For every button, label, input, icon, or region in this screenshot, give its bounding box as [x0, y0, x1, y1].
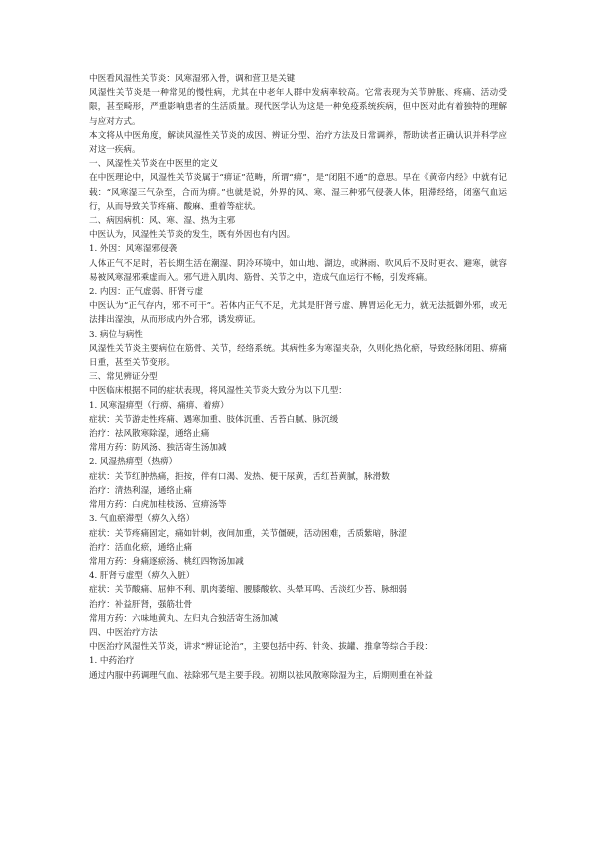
section-heading-1: 一、风湿性关节炎在中医里的定义	[89, 159, 218, 170]
section-heading-4: 四、中医治疗方法	[89, 627, 158, 638]
subheading-disease-location: 3. 病位与病性	[89, 329, 143, 340]
intro-paragraph-2: 本文将从中医角度，解读风湿性关节炎的成因、辨证分型、治疗方法及日常调养，帮助读者正确认识并科学应对这一疾病。	[89, 130, 507, 156]
type-2-prescription: 常用方药：白虎加桂枝汤、宣痹汤等	[89, 500, 227, 511]
subheading-external-cause: 1. 外因：风寒湿邪侵袭	[89, 244, 178, 255]
type-1-treatment: 治疗：祛风散寒除湿，通络止痛	[89, 429, 210, 440]
disease-location-paragraph: 风湿性关节炎主要病位在筋骨、关节，经络系统。其病性多为寒湿夹杂，久则化热化瘀，导致经脉闭阻、痹痛日重，甚至关节变形。	[89, 343, 507, 369]
type-2-symptoms: 症状：关节红肿热痛，拒按，伴有口渴、发热、便干尿黄，舌红苔黄腻，脉滑数	[89, 471, 390, 482]
document-title: 中医看风湿性关节炎：风寒湿邪入骨，调和营卫是关键	[89, 74, 296, 84]
type-3-symptoms: 症状：关节疼痛固定，痛如针刺，夜间加重，关节僵硬，活动困难，舌质紫暗，脉涩	[89, 528, 407, 539]
section-3-intro: 中医临床根据不同的症状表现，将风湿性关节炎大致分为以下几型：	[89, 386, 347, 397]
section-heading-3: 三、常见辨证分型	[89, 372, 158, 383]
section-4-intro: 中医治疗风湿性关节炎，讲求“辨证论治”，主要包括中药、针灸、拔罐、推拿等综合手段：	[89, 642, 433, 653]
type-1-heading: 1. 风寒湿痹型（行痹、痛痹、着痹）	[89, 400, 229, 411]
section-heading-2: 二、病因病机：风、寒、湿、热为主邪	[89, 216, 236, 227]
section-1-paragraph: 在中医理论中，风湿性关节炎属于“痹证”范畴，所谓“痹”，是“闭阻不通”的意思。早在《黄帝内经》中就有记载：“风寒湿三气杂至，合而为痹。”也就是说，外界的风、寒、湿三种邪气侵袭人体，阻滞经络，闭塞气血运行，从而导致关节疼痛、酸麻、重着等症状。	[89, 173, 507, 212]
type-1-symptoms: 症状：关节游走性疼痛、遇寒加重、肢体沉重、舌苔白腻、脉沉缓	[89, 414, 339, 425]
type-3-prescription: 常用方药：身痛逐瘀汤、桃红四物汤加减	[89, 556, 244, 567]
internal-cause-paragraph: 中医认为“正气存内，邪不可干”。若体内正气不足，尤其是肝肾亏虚、脾胃运化无力，就无法抵御外邪，或无法排出湿浊，从而形成内外合邪，诱发痹证。	[89, 301, 507, 326]
type-4-treatment: 治疗：补益肝肾，强筋壮骨	[89, 599, 193, 610]
type-4-symptoms: 症状：关节酸痛、屈伸不利、肌肉萎缩、腰膝酸软、头晕耳鸣、舌淡红少苔、脉细弱	[89, 585, 407, 596]
subheading-herbal-treatment: 1. 中药治疗	[89, 656, 135, 667]
type-2-treatment: 治疗：清热利湿，通络止痛	[89, 485, 193, 496]
type-2-heading: 2. 风湿热痹型（热痹）	[89, 457, 178, 468]
external-cause-paragraph: 人体正气不足时，若长期生活在潮湿、阴冷环境中，如山地、湖边，或淋雨、吹风后不及时更衣、避寒，就容易被风寒湿邪乘虚而入。邪气进入肌肉、筋骨、关节之中，造成气血运行不畅，引发疼痛。	[89, 258, 507, 283]
subheading-internal-cause: 2. 内因：正气虚弱、肝肾亏虚	[89, 287, 204, 298]
type-3-heading: 3. 气血瘀滞型（痹久入络）	[89, 514, 195, 525]
type-1-prescription: 常用方药：防风汤、独活寄生汤加减	[89, 443, 227, 454]
herbal-treatment-paragraph: 通过内服中药调理气血、祛除邪气是主要手段。初期以祛风散寒除湿为主，后期则重在补益	[89, 670, 433, 681]
section-2-intro: 中医认为，风湿性关节炎的发生，既有外因也有内因。	[89, 230, 296, 241]
type-4-heading: 4. 肝肾亏虚型（痹久入脏）	[89, 571, 195, 582]
intro-paragraph-1: 风湿性关节炎是一种常见的慢性病，尤其在中老年人群中发病率较高。它常表现为关节肿胀、疼痛、活动受限，甚至畸形，严重影响患者的生活质量。现代医学认为这是一种免疫系统疾病，但中医对此有着独特的理解与应对方式。	[89, 88, 507, 127]
document-page	[89, 72, 507, 683]
type-4-prescription: 常用方药：六味地黄丸、左归丸合独活寄生汤加减	[89, 613, 279, 624]
type-3-treatment: 治疗：活血化瘀，通络止痛	[89, 542, 193, 553]
